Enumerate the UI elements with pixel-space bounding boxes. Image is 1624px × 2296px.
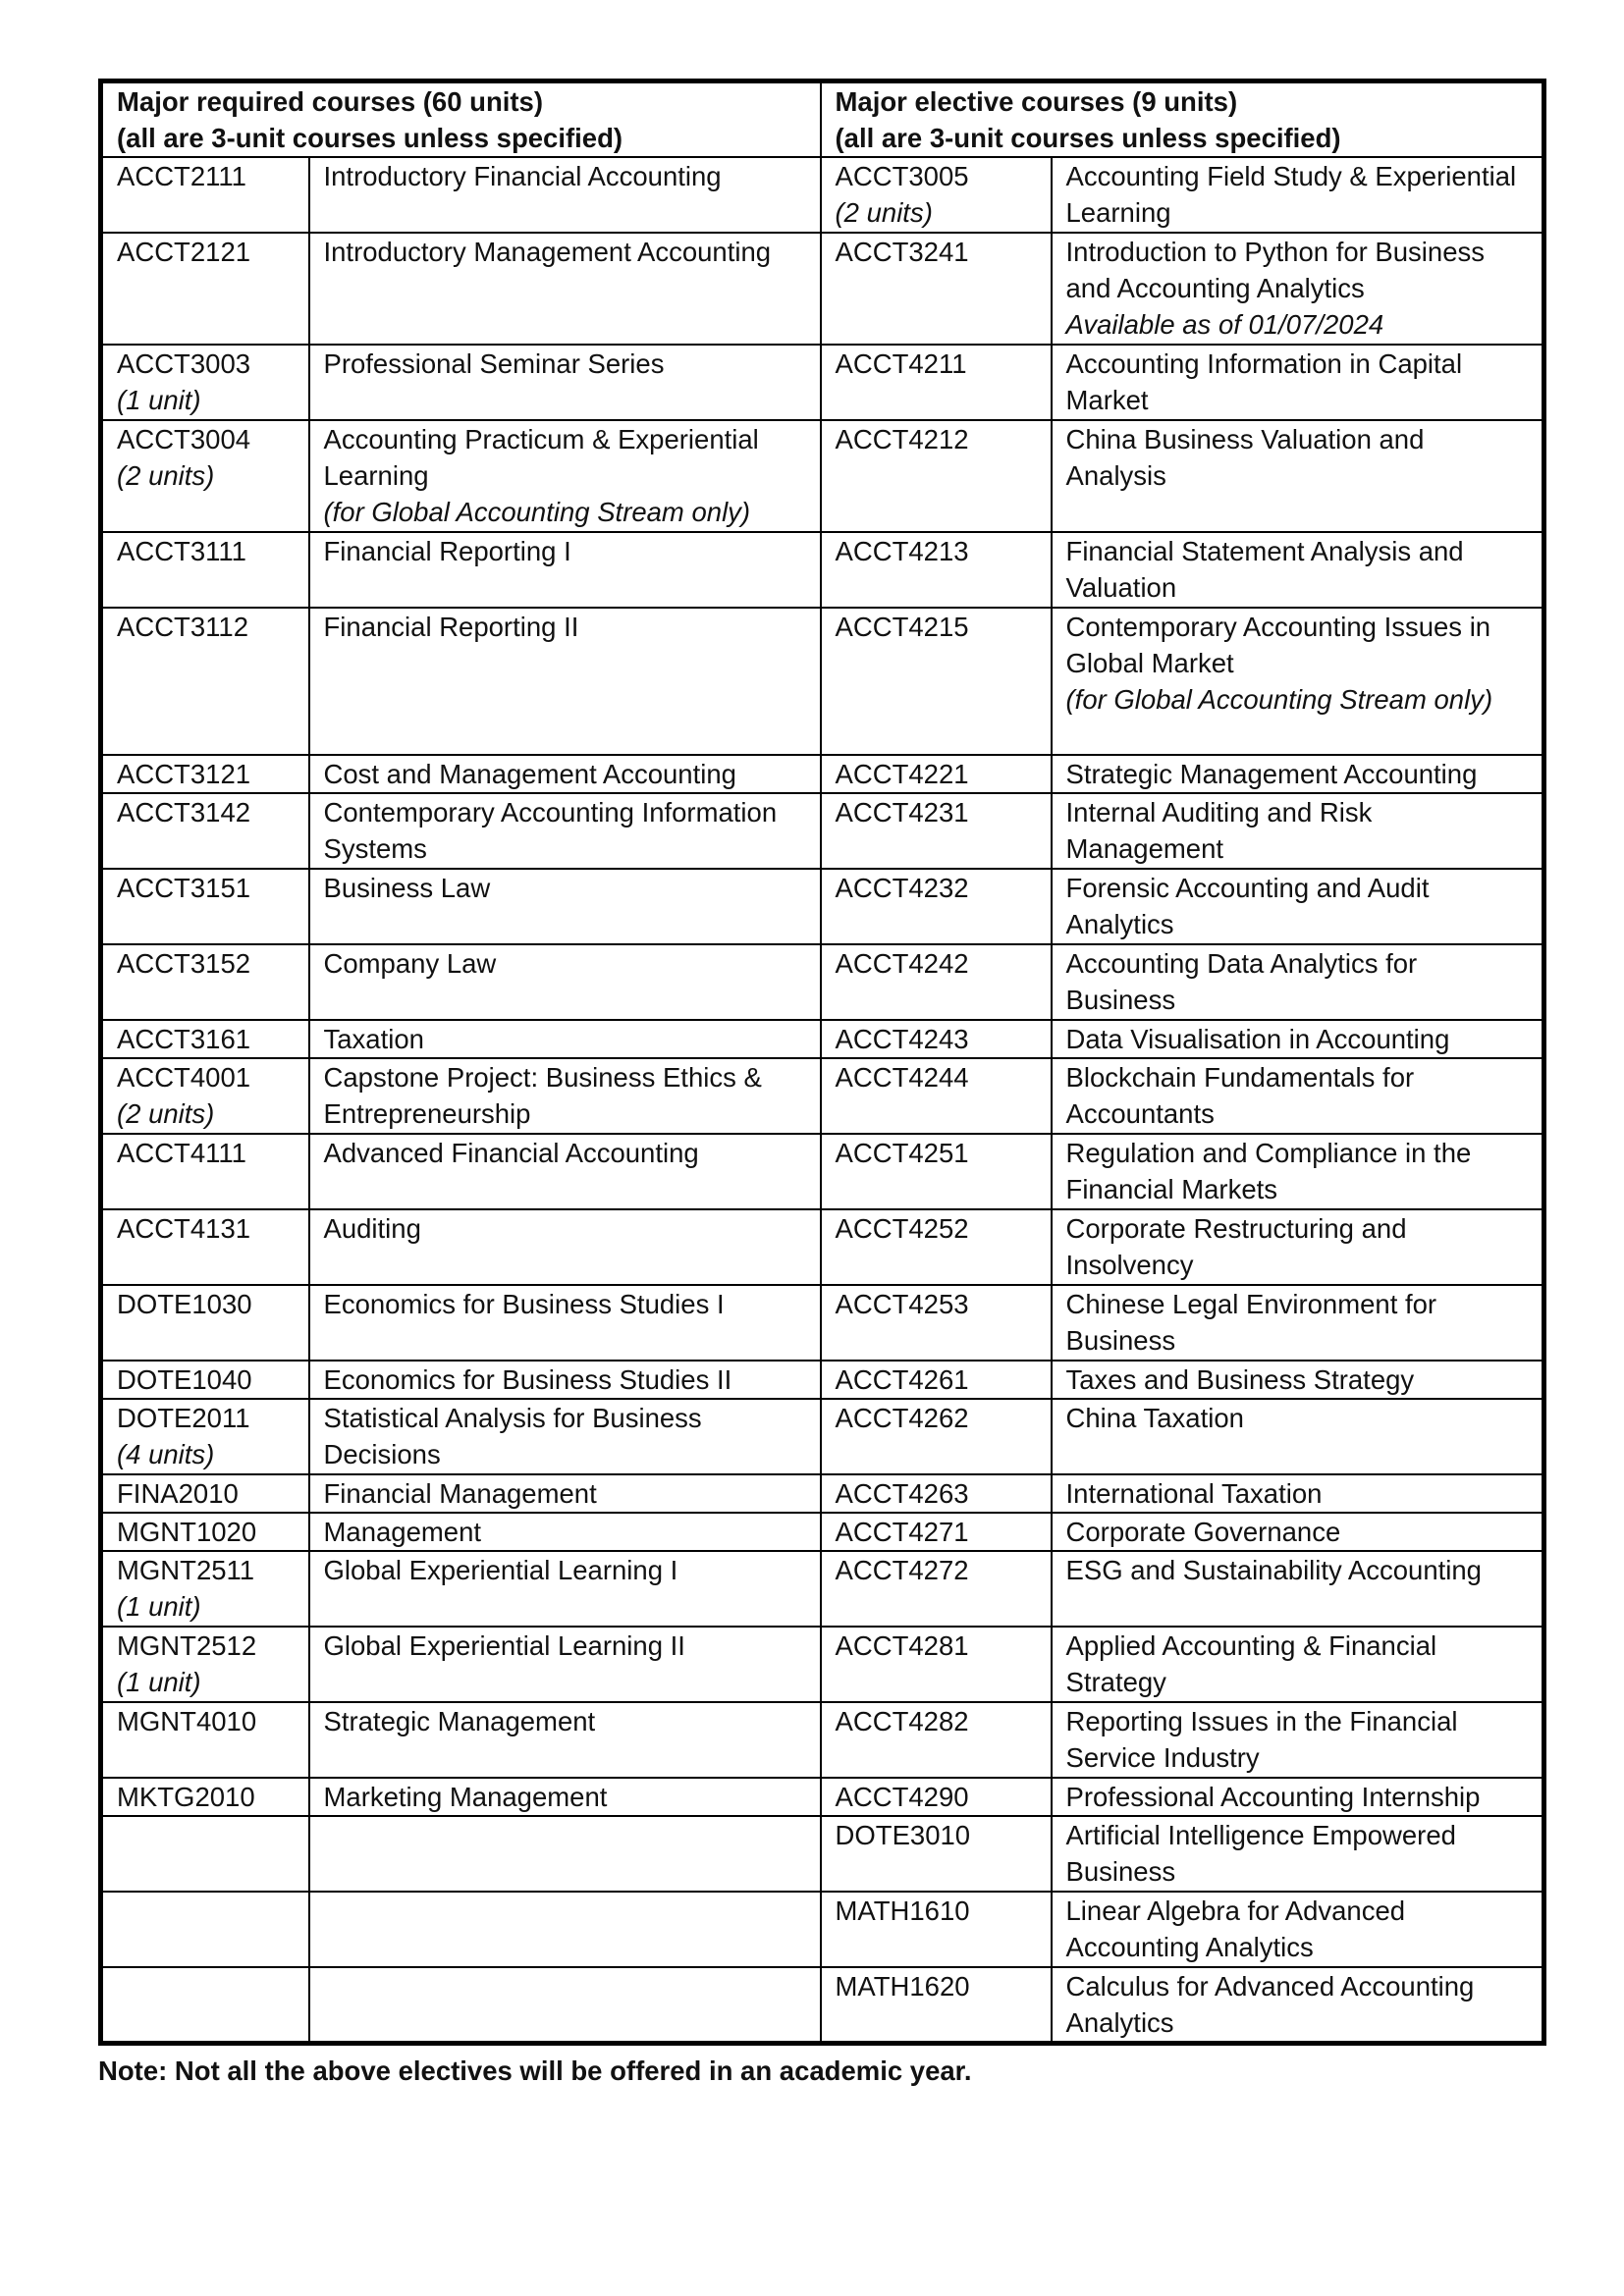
required-course-title xyxy=(309,1361,821,1399)
required-course-title-text: Economics for Business Studies II xyxy=(323,1364,732,1395)
required-course-title xyxy=(309,1627,821,1702)
required-course-title-text: Business Law xyxy=(323,873,491,903)
required-course-title-text: Introductory Financial Accounting xyxy=(323,161,722,191)
elective-course-code-text: ACCT4262 xyxy=(835,1403,969,1433)
elective-course-code xyxy=(821,1399,1052,1474)
required-course-title-text: Economics for Business Studies I xyxy=(323,1289,725,1319)
required-course-code xyxy=(101,1058,309,1134)
elective-course-title xyxy=(1052,1967,1544,2044)
required-course-title xyxy=(309,1513,821,1551)
elective-course-title-text: Strategic Management Accounting xyxy=(1065,759,1478,789)
required-course-code xyxy=(101,1209,309,1285)
elective-course-title xyxy=(1052,1361,1544,1399)
elective-course-title-text: Linear Algebra for Advanced Accounting Analytics xyxy=(1065,1896,1406,1962)
elective-course-code xyxy=(821,1816,1052,1892)
required-course-code xyxy=(101,755,309,793)
required-course-code xyxy=(101,944,309,1020)
elective-course-title-text: Accounting Data Analytics for Business xyxy=(1065,948,1418,1015)
elective-course-code-note: (2 units) xyxy=(835,197,933,228)
required-course-code-note: (1 unit) xyxy=(117,1591,201,1622)
table-row xyxy=(101,233,1544,345)
required-course-title xyxy=(309,793,821,869)
elective-course-title-text: China Taxation xyxy=(1065,1403,1244,1433)
required-course-title xyxy=(309,1778,821,1816)
elective-course-code xyxy=(821,1513,1052,1551)
required-course-title xyxy=(309,420,821,532)
required-course-title-text: Company Law xyxy=(323,948,497,979)
required-course-title-text: Strategic Management xyxy=(323,1706,596,1736)
table-row xyxy=(101,1967,1544,2044)
required-course-title-text: Contemporary Accounting Information Systems xyxy=(323,797,778,864)
elective-course-code xyxy=(821,1285,1052,1361)
elective-course-code xyxy=(821,1778,1052,1816)
required-course-title-text: Management xyxy=(323,1517,482,1547)
elective-course-title xyxy=(1052,1778,1544,1816)
elective-course-title xyxy=(1052,1209,1544,1285)
required-course-title xyxy=(309,1020,821,1058)
required-course-code-text: FINA2010 xyxy=(117,1478,239,1509)
required-course-code-text: ACCT3121 xyxy=(117,759,251,789)
required-course-code xyxy=(101,345,309,420)
elective-course-code-text: DOTE3010 xyxy=(835,1820,971,1850)
table-header-row xyxy=(101,81,1544,158)
elective-course-code xyxy=(821,1551,1052,1627)
elective-course-title-text: China Business Valuation and Analysis xyxy=(1065,424,1425,491)
courses-table xyxy=(98,79,1546,2046)
elective-course-code xyxy=(821,420,1052,532)
elective-course-title-note: Available as of 01/07/2024 xyxy=(1065,309,1384,340)
required-course-title-text: Introductory Management Accounting xyxy=(323,237,772,267)
elective-course-code xyxy=(821,869,1052,944)
elective-course-code xyxy=(821,1627,1052,1702)
required-course-code xyxy=(101,1551,309,1627)
elective-course-code-text: ACCT4231 xyxy=(835,797,969,828)
elective-course-title-text: Artificial Intelligence Empowered Business xyxy=(1065,1820,1456,1887)
elective-course-code xyxy=(821,944,1052,1020)
elective-course-title xyxy=(1052,944,1544,1020)
elective-course-title-text: Calculus for Advanced Accounting Analytics xyxy=(1065,1971,1475,2038)
elective-course-code-text: ACCT4244 xyxy=(835,1062,969,1093)
elective-course-code-text: ACCT4232 xyxy=(835,873,969,903)
required-course-code-text: ACCT3161 xyxy=(117,1024,251,1054)
elective-course-title xyxy=(1052,793,1544,869)
elective-course-code-text: MATH1610 xyxy=(835,1896,970,1926)
elective-course-code-text: ACCT4251 xyxy=(835,1138,969,1168)
elective-course-code xyxy=(821,1892,1052,1967)
required-course-title xyxy=(309,1967,821,2044)
table-row xyxy=(101,1020,1544,1058)
elective-course-title-text: Chinese Legal Environment for Business xyxy=(1065,1289,1437,1356)
elective-course-code-text: ACCT4290 xyxy=(835,1782,969,1812)
required-course-code-note: (1 unit) xyxy=(117,1667,201,1697)
elective-course-title xyxy=(1052,869,1544,944)
required-course-code xyxy=(101,1513,309,1551)
required-course-code-text: ACCT3112 xyxy=(117,612,248,642)
elective-course-title xyxy=(1052,1285,1544,1361)
elective-course-code-text: ACCT4221 xyxy=(835,759,969,789)
elective-course-code xyxy=(821,157,1052,233)
table-row xyxy=(101,1058,1544,1134)
table-row xyxy=(101,1513,1544,1551)
required-course-code-text: MKTG2010 xyxy=(117,1782,255,1812)
elective-course-title xyxy=(1052,233,1544,345)
required-course-code-text: ACCT4111 xyxy=(117,1138,246,1168)
required-course-code-text: MGNT1020 xyxy=(117,1517,257,1547)
required-course-code-text: ACCT3152 xyxy=(117,948,251,979)
required-course-title xyxy=(309,755,821,793)
elective-course-title xyxy=(1052,1399,1544,1474)
elective-course-code xyxy=(821,755,1052,793)
elective-course-title-text: ESG and Sustainability Accounting xyxy=(1065,1555,1482,1585)
required-course-code-text: MGNT2511 xyxy=(117,1555,255,1585)
required-course-title-text: Financial Reporting I xyxy=(323,536,571,566)
required-course-title-text: Global Experiential Learning II xyxy=(323,1630,685,1661)
required-course-code xyxy=(101,157,309,233)
elective-course-code-text: ACCT4261 xyxy=(835,1364,969,1395)
elective-course-code xyxy=(821,1967,1052,2044)
required-course-code xyxy=(101,532,309,608)
elective-course-code xyxy=(821,1058,1052,1134)
elective-course-title-text: Forensic Accounting and Audit Analytics xyxy=(1065,873,1430,939)
required-course-code-text: ACCT4001 xyxy=(117,1062,251,1093)
required-course-title xyxy=(309,1058,821,1134)
table-row xyxy=(101,1778,1544,1816)
elective-course-title-text: Reporting Issues in the Financial Service Industry xyxy=(1065,1706,1458,1773)
required-course-title-text: Accounting Practicum & Experiential Learning xyxy=(323,424,759,491)
elective-course-code xyxy=(821,793,1052,869)
elective-course-code-text: ACCT4212 xyxy=(835,424,969,454)
required-course-title xyxy=(309,1702,821,1778)
table-row xyxy=(101,1361,1544,1399)
elective-course-code xyxy=(821,345,1052,420)
required-course-code xyxy=(101,1134,309,1209)
elective-course-title-text: Contemporary Accounting Issues in Global Market xyxy=(1065,612,1491,678)
required-course-code-note: (2 units) xyxy=(117,460,215,491)
elective-course-title-text: Financial Statement Analysis and Valuation xyxy=(1065,536,1464,603)
elective-course-title xyxy=(1052,345,1544,420)
required-course-title-text: Advanced Financial Accounting xyxy=(323,1138,699,1168)
table-row xyxy=(101,869,1544,944)
required-course-code xyxy=(101,420,309,532)
required-course-code-text: ACCT3151 xyxy=(117,873,251,903)
required-course-title xyxy=(309,233,821,345)
elective-course-code xyxy=(821,1474,1052,1513)
elective-subtitle: (all are 3-unit courses unless specified) xyxy=(835,123,1341,153)
required-course-code-text: MGNT2512 xyxy=(117,1630,257,1661)
elective-course-title-text: Blockchain Fundamentals for Accountants xyxy=(1065,1062,1415,1129)
table-row xyxy=(101,1551,1544,1627)
required-course-code-text: ACCT3142 xyxy=(117,797,251,828)
required-course-code xyxy=(101,1627,309,1702)
required-course-title-text: Financial Management xyxy=(323,1478,597,1509)
required-course-title xyxy=(309,1816,821,1892)
elective-course-title xyxy=(1052,532,1544,608)
required-course-title xyxy=(309,944,821,1020)
required-course-code-text: ACCT4131 xyxy=(117,1213,251,1244)
required-course-title xyxy=(309,157,821,233)
elective-course-code-text: ACCT3241 xyxy=(835,237,969,267)
elective-course-title xyxy=(1052,1627,1544,1702)
required-course-code xyxy=(101,1892,309,1967)
elective-course-code-text: ACCT4271 xyxy=(835,1517,969,1547)
required-course-code-note: (1 unit) xyxy=(117,385,201,415)
table-row xyxy=(101,793,1544,869)
elective-course-code-text: MATH1620 xyxy=(835,1971,970,2002)
required-course-title-text: Taxation xyxy=(323,1024,424,1054)
required-course-code xyxy=(101,1285,309,1361)
required-course-title xyxy=(309,1285,821,1361)
required-course-code-text: ACCT3004 xyxy=(117,424,251,454)
required-course-title xyxy=(309,1399,821,1474)
table-row xyxy=(101,1627,1544,1702)
table-row xyxy=(101,1399,1544,1474)
required-course-code-text: ACCT2111 xyxy=(117,161,246,191)
elective-course-code xyxy=(821,608,1052,755)
table-row xyxy=(101,1209,1544,1285)
elective-course-title xyxy=(1052,608,1544,755)
table-row xyxy=(101,420,1544,532)
required-course-code xyxy=(101,1816,309,1892)
elective-course-title xyxy=(1052,1702,1544,1778)
elective-course-code xyxy=(821,233,1052,345)
required-course-title xyxy=(309,1892,821,1967)
elective-title: Major elective courses (9 units) xyxy=(835,86,1238,117)
elective-course-title xyxy=(1052,1020,1544,1058)
required-header xyxy=(101,81,821,158)
elective-course-title xyxy=(1052,755,1544,793)
required-course-title xyxy=(309,1551,821,1627)
required-course-title xyxy=(309,345,821,420)
table-row xyxy=(101,1892,1544,1967)
required-course-title-text: Professional Seminar Series xyxy=(323,348,665,379)
required-course-title xyxy=(309,1209,821,1285)
elective-course-title-text: Accounting Field Study & Experiential Learning xyxy=(1065,161,1517,228)
elective-course-code-text: ACCT4213 xyxy=(835,536,969,566)
elective-course-title xyxy=(1052,1134,1544,1209)
required-course-code-text: MGNT4010 xyxy=(117,1706,257,1736)
table-row xyxy=(101,532,1544,608)
required-course-code xyxy=(101,793,309,869)
required-course-code xyxy=(101,869,309,944)
table-row xyxy=(101,944,1544,1020)
required-course-code xyxy=(101,1778,309,1816)
elective-course-title-text: Introduction to Python for Business and Accounting Analytics xyxy=(1065,237,1486,303)
elective-course-title xyxy=(1052,157,1544,233)
elective-course-code xyxy=(821,532,1052,608)
elective-course-code-text: ACCT4282 xyxy=(835,1706,969,1736)
elective-course-title-text: Corporate Restructuring and Insolvency xyxy=(1065,1213,1407,1280)
elective-header xyxy=(821,81,1544,158)
required-course-code xyxy=(101,1399,309,1474)
table-row xyxy=(101,608,1544,755)
required-course-title-text: Financial Reporting II xyxy=(323,612,579,642)
elective-course-code-text: ACCT4253 xyxy=(835,1289,969,1319)
elective-course-code-text: ACCT4215 xyxy=(835,612,969,642)
elective-course-title-note: (for Global Accounting Stream only) xyxy=(1065,684,1493,715)
required-course-title-text: Marketing Management xyxy=(323,1782,608,1812)
page xyxy=(98,79,1542,2089)
required-course-title xyxy=(309,532,821,608)
elective-course-title-text: Corporate Governance xyxy=(1065,1517,1341,1547)
elective-course-code-text: ACCT4272 xyxy=(835,1555,969,1585)
required-course-code-text: DOTE1030 xyxy=(117,1289,252,1319)
elective-course-code-text: ACCT4243 xyxy=(835,1024,969,1054)
elective-course-title xyxy=(1052,1551,1544,1627)
required-course-code xyxy=(101,1361,309,1399)
required-course-code xyxy=(101,1702,309,1778)
required-course-title-text: Global Experiential Learning I xyxy=(323,1555,678,1585)
elective-course-title xyxy=(1052,1513,1544,1551)
required-course-code xyxy=(101,233,309,345)
required-course-code-text: DOTE1040 xyxy=(117,1364,252,1395)
elective-course-title-text: Accounting Information in Capital Market xyxy=(1065,348,1463,415)
required-course-title xyxy=(309,608,821,755)
required-course-title xyxy=(309,1134,821,1209)
required-course-code-note: (2 units) xyxy=(117,1098,215,1129)
elective-course-title-text: International Taxation xyxy=(1065,1478,1323,1509)
elective-course-title-text: Regulation and Compliance in the Financial Markets xyxy=(1065,1138,1472,1204)
elective-course-title xyxy=(1052,1058,1544,1134)
required-course-code-text: ACCT3003 xyxy=(117,348,251,379)
elective-course-code xyxy=(821,1209,1052,1285)
elective-course-code-text: ACCT4281 xyxy=(835,1630,969,1661)
required-course-code-text: DOTE2011 xyxy=(117,1403,250,1433)
elective-course-title-text: Applied Accounting & Financial Strategy xyxy=(1065,1630,1437,1697)
required-title: Major required courses (60 units) xyxy=(117,86,543,117)
required-course-title xyxy=(309,1474,821,1513)
table-row xyxy=(101,345,1544,420)
elective-course-title-text: Professional Accounting Internship xyxy=(1065,1782,1481,1812)
elective-course-code-text: ACCT4211 xyxy=(835,348,967,379)
elective-course-title-text: Internal Auditing and Risk Management xyxy=(1065,797,1373,864)
required-course-code xyxy=(101,1474,309,1513)
elective-course-title xyxy=(1052,1474,1544,1513)
required-course-title-text: Statistical Analysis for Business Decisions xyxy=(323,1403,702,1469)
elective-course-code xyxy=(821,1361,1052,1399)
footnote: Note: Not all the above electives will be offered in an academic year. xyxy=(98,2056,972,2086)
table-row xyxy=(101,1134,1544,1209)
elective-course-code-text: ACCT4263 xyxy=(835,1478,969,1509)
required-course-title-text: Cost and Management Accounting xyxy=(323,759,736,789)
required-course-code xyxy=(101,608,309,755)
required-course-title-note: (for Global Accounting Stream only) xyxy=(323,497,751,527)
table-row xyxy=(101,1285,1544,1361)
required-course-code-text: ACCT2121 xyxy=(117,237,251,267)
elective-course-code-text: ACCT3005 xyxy=(835,161,969,191)
required-course-code xyxy=(101,1967,309,2044)
table-row xyxy=(101,1702,1544,1778)
elective-course-code xyxy=(821,1020,1052,1058)
elective-course-code xyxy=(821,1702,1052,1778)
required-course-title-text: Capstone Project: Business Ethics & Entrepreneurship xyxy=(323,1062,762,1129)
table-row xyxy=(101,157,1544,233)
required-subtitle: (all are 3-unit courses unless specified) xyxy=(117,123,623,153)
required-course-code xyxy=(101,1020,309,1058)
elective-course-title xyxy=(1052,420,1544,532)
elective-course-code xyxy=(821,1134,1052,1209)
required-course-title-text: Auditing xyxy=(323,1213,421,1244)
elective-course-title-text: Taxes and Business Strategy xyxy=(1065,1364,1415,1395)
table-row xyxy=(101,755,1544,793)
elective-course-code-text: ACCT4242 xyxy=(835,948,969,979)
table-row xyxy=(101,1474,1544,1513)
table-row xyxy=(101,1816,1544,1892)
required-course-code-text: ACCT3111 xyxy=(117,536,246,566)
required-course-title xyxy=(309,869,821,944)
elective-course-code-text: ACCT4252 xyxy=(835,1213,969,1244)
required-course-code-note: (4 units) xyxy=(117,1439,215,1469)
elective-course-title xyxy=(1052,1892,1544,1967)
elective-course-title-text: Data Visualisation in Accounting xyxy=(1065,1024,1450,1054)
elective-course-title xyxy=(1052,1816,1544,1892)
